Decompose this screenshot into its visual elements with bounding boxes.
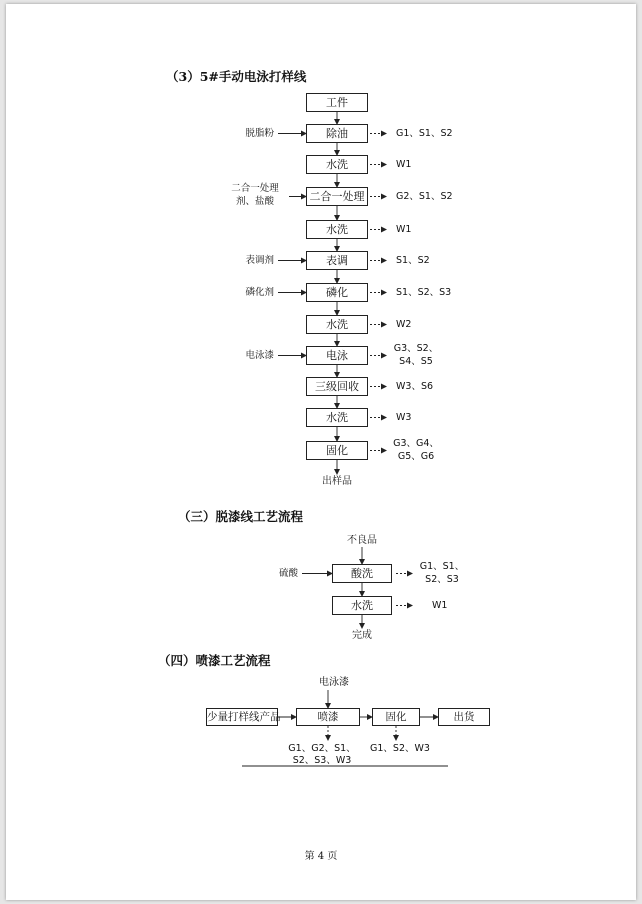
input-material-label: 硫酸 — [278, 567, 298, 579]
process-box: 表调 — [306, 251, 368, 270]
process-box: 少量打样线产品 — [206, 708, 278, 726]
process-box: 除油 — [306, 124, 368, 143]
emission-label: S2、S3 — [425, 573, 459, 585]
spray-output-line1: G1、G2、S1、 — [288, 743, 356, 754]
input-material-label: 电泳漆 — [245, 349, 274, 361]
emission-label: W3、S6 — [396, 380, 434, 392]
emission-label: S4、S5 — [399, 355, 433, 367]
emission-label: S1、S2、S3 — [396, 286, 452, 298]
emission-label: G2、S1、S2 — [396, 190, 453, 202]
process-box: 水洗 — [332, 596, 392, 615]
process-box: 磷化 — [306, 283, 368, 302]
emission-label: G3、S2、 — [393, 342, 439, 354]
process-box: 出货 — [438, 708, 490, 726]
process-box: 酸洗 — [332, 564, 392, 583]
input-material-label: 磷化剂 — [245, 286, 274, 298]
emission-label: W1 — [432, 599, 448, 611]
stripping-top-label: 不良品 — [347, 535, 377, 546]
emission-label: W1 — [396, 223, 412, 235]
stripping-line-heading: （三）脱漆线工艺流程 — [178, 509, 304, 524]
process-box: 水洗 — [306, 315, 368, 334]
input-material-label: 脱脂粉 — [245, 127, 274, 139]
process-box: 水洗 — [306, 408, 368, 427]
stripping-end-label: 完成 — [352, 630, 372, 641]
document-page — [6, 4, 636, 900]
manual-line-heading: （3）5#手动电泳打样线 — [166, 69, 307, 84]
process-box: 固化 — [306, 441, 368, 460]
emission-label: W1 — [396, 158, 412, 170]
emission-label: W3 — [396, 411, 412, 423]
manual-line-end-label: 出样品 — [322, 476, 352, 487]
input-material-label: 二合一处理 — [231, 182, 279, 194]
emission-label: G1、S1、S2 — [396, 127, 453, 139]
spray-top-label: 电泳漆 — [319, 677, 349, 688]
spray-output-line2: S2、S3、W3 — [292, 755, 352, 766]
process-box: 工件 — [306, 93, 368, 112]
spray-line-heading: （四）喷漆工艺流程 — [158, 653, 271, 668]
page-number: 第 4 页 — [304, 851, 338, 862]
process-box: 固化 — [372, 708, 420, 726]
process-box: 电泳 — [306, 346, 368, 365]
input-material-label: 表调剂 — [245, 254, 274, 266]
process-box: 水洗 — [306, 220, 368, 239]
process-box: 喷漆 — [296, 708, 360, 726]
emission-label: G3、G4、 — [393, 437, 439, 449]
process-box: 三级回收 — [306, 377, 368, 396]
cure-output: G1、S2、W3 — [370, 743, 430, 754]
process-box: 二合一处理 — [306, 187, 368, 206]
emission-label: G1、S1、 — [419, 560, 465, 572]
emission-label: S1、S2 — [396, 254, 430, 266]
input-material-label: 剂、盐酸 — [235, 195, 274, 207]
emission-label: G5、G6 — [397, 450, 435, 462]
emission-label: W2 — [396, 318, 412, 330]
process-box: 水洗 — [306, 155, 368, 174]
